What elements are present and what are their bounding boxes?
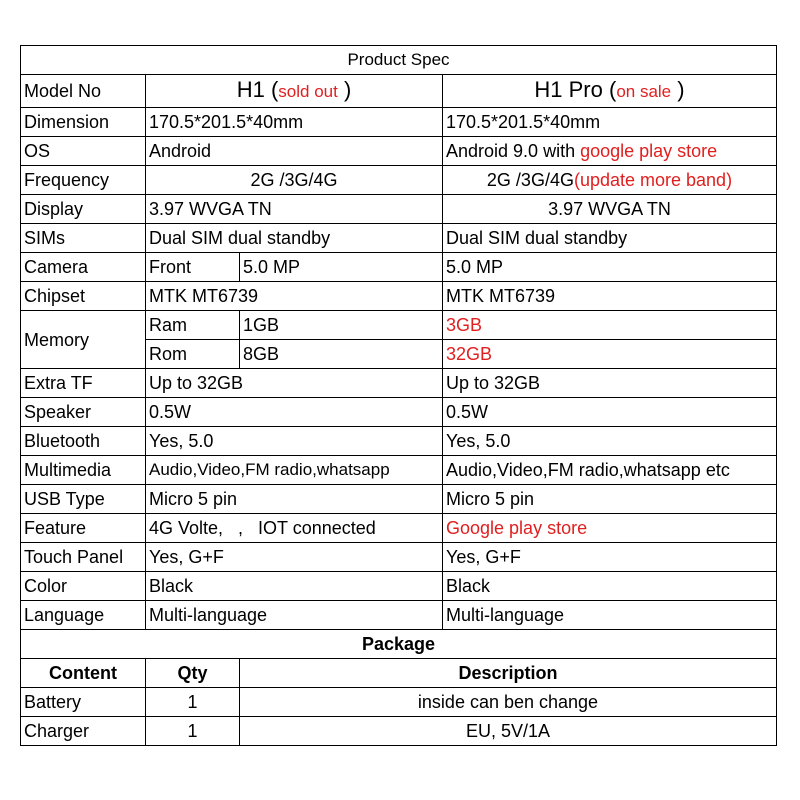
row-multimedia [21, 456, 777, 485]
header-description: Description [240, 659, 777, 688]
header-qty: Qty [146, 659, 240, 688]
label-dimension: Dimension [21, 108, 146, 137]
h1-multimedia: Audio,Video,FM radio,whatsapp [146, 456, 443, 485]
pro-multimedia: Audio,Video,FM radio,whatsapp etc [443, 456, 777, 485]
row-usb-type [21, 485, 777, 514]
row-language [21, 601, 777, 630]
h1-sims: Dual SIM dual standby [146, 224, 443, 253]
row-chipset [21, 282, 777, 311]
pro-speaker: 0.5W [443, 398, 777, 427]
item-description: inside can ben change [240, 688, 777, 717]
model-label: Model No [21, 75, 146, 108]
h1-status: sold out [278, 82, 338, 101]
model-row [21, 75, 777, 108]
h1-touch-panel: Yes, G+F [146, 543, 443, 572]
row-touch-panel [21, 543, 777, 572]
pro-frequency [443, 166, 777, 195]
pro-frequency-highlight: (update more band) [573, 170, 733, 190]
row-sims [21, 224, 777, 253]
label-display: Display [21, 195, 146, 224]
h1-paren-close: ) [337, 77, 352, 102]
h1-paren-open: ( [270, 77, 279, 102]
item-description: EU, 5V/1A [240, 717, 777, 746]
label-language: Language [21, 601, 146, 630]
label-bluetooth: Bluetooth [21, 427, 146, 456]
row-extra-tf [21, 369, 777, 398]
label-color: Color [21, 572, 146, 601]
package-header-row [21, 659, 777, 688]
pro-os-main: Android 9.0 with [446, 141, 581, 161]
package-title: Package [21, 630, 777, 659]
h1-usb-type: Micro 5 pin [146, 485, 443, 514]
label-usb-type: USB Type [21, 485, 146, 514]
item-qty: 1 [146, 688, 240, 717]
h1-feature: 4G Volte, , IOT connected [146, 514, 443, 543]
ram-label: Ram [146, 311, 240, 340]
h1pro-name: H1 Pro [534, 77, 609, 102]
label-camera: Camera [21, 253, 146, 282]
pro-sims: Dual SIM dual standby [443, 224, 777, 253]
pro-extra-tf: Up to 32GB [443, 369, 777, 398]
label-multimedia: Multimedia [21, 456, 146, 485]
label-memory: Memory [21, 311, 146, 369]
product-spec-table [20, 45, 777, 630]
pro-ram: 3GB [443, 311, 777, 340]
h1-color: Black [146, 572, 443, 601]
pro-os-highlight: google play store [580, 141, 718, 161]
h1-extra-tf: Up to 32GB [146, 369, 443, 398]
pro-color: Black [443, 572, 777, 601]
label-frequency: Frequency [21, 166, 146, 195]
pro-usb-type: Micro 5 pin [443, 485, 777, 514]
label-sims: SIMs [21, 224, 146, 253]
row-dimension [21, 108, 777, 137]
h1-chipset: MTK MT6739 [146, 282, 443, 311]
h1-dimension: 170.5*201.5*40mm [146, 108, 443, 137]
h1-os: Android [146, 137, 443, 166]
h1pro-paren-close: ) [671, 77, 685, 102]
h1pro-status: on sale [616, 82, 672, 101]
item-content: Battery [21, 688, 146, 717]
h1-ram: 1GB [240, 311, 443, 340]
pro-frequency-main: 2G /3G/4G [486, 170, 574, 190]
pro-os [443, 137, 777, 166]
h1pro-paren-open: ( [608, 77, 617, 102]
h1-camera-sub: Front [146, 253, 240, 282]
label-extra-tf: Extra TF [21, 369, 146, 398]
table-row [21, 688, 777, 717]
row-color [21, 572, 777, 601]
h1-rom: 8GB [240, 340, 443, 369]
row-feature [21, 514, 777, 543]
pro-camera: 5.0 MP [443, 253, 777, 282]
pro-rom: 32GB [443, 340, 777, 369]
h1-display: 3.97 WVGA TN [146, 195, 443, 224]
pro-language: Multi-language [443, 601, 777, 630]
row-os [21, 137, 777, 166]
row-memory-ram [21, 311, 777, 340]
h1-language: Multi-language [146, 601, 443, 630]
item-qty: 1 [146, 717, 240, 746]
pro-chipset: MTK MT6739 [443, 282, 777, 311]
pro-bluetooth: Yes, 5.0 [443, 427, 777, 456]
h1-frequency: 2G /3G/4G [146, 166, 443, 195]
model-h1 [146, 75, 443, 108]
pro-touch-panel: Yes, G+F [443, 543, 777, 572]
spec-sheet [20, 45, 776, 746]
row-bluetooth [21, 427, 777, 456]
item-content: Charger [21, 717, 146, 746]
label-os: OS [21, 137, 146, 166]
row-display [21, 195, 777, 224]
spec-title: Product Spec [21, 46, 777, 75]
label-feature: Feature [21, 514, 146, 543]
row-speaker [21, 398, 777, 427]
h1-speaker: 0.5W [146, 398, 443, 427]
table-row [21, 717, 777, 746]
pro-dimension: 170.5*201.5*40mm [443, 108, 777, 137]
label-touch-panel: Touch Panel [21, 543, 146, 572]
package-table [20, 629, 777, 746]
h1-bluetooth: Yes, 5.0 [146, 427, 443, 456]
h1-camera: 5.0 MP [240, 253, 443, 282]
row-frequency [21, 166, 777, 195]
pro-feature: Google play store [443, 514, 777, 543]
pro-display: 3.97 WVGA TN [443, 195, 777, 224]
label-chipset: Chipset [21, 282, 146, 311]
label-speaker: Speaker [21, 398, 146, 427]
header-content: Content [21, 659, 146, 688]
model-h1-pro [443, 75, 777, 108]
row-camera [21, 253, 777, 282]
rom-label: Rom [146, 340, 240, 369]
h1-name: H1 [236, 77, 271, 102]
